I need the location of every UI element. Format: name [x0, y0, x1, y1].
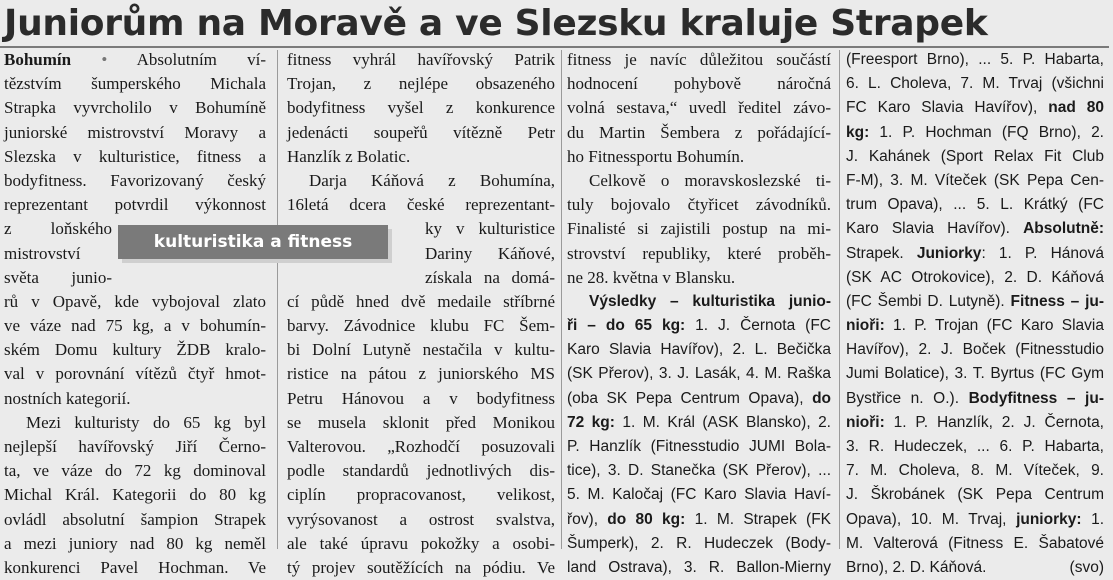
text-line: z loňského	[4, 219, 112, 239]
text-line: fitness je navíc důležitou součástí	[567, 50, 831, 69]
article-column-2	[287, 48, 555, 577]
text-line: tuly bojovalo čtyřicet závodníků.	[567, 195, 831, 215]
text-line	[846, 217, 1104, 241]
text-span: Strapek.	[846, 244, 904, 262]
text-line	[846, 556, 1104, 580]
text-line: du Martin Šembera z pořádající-	[567, 122, 831, 142]
text-line: ském Domu kultury ŽDB kralo-	[4, 340, 266, 360]
text-line: světa junio-	[4, 267, 112, 287]
category-label: Absolutně:	[1023, 220, 1104, 238]
text-line: ho Fitnessportu Bohumín.	[567, 146, 745, 166]
text-line: hodnocení pohybově náročná	[567, 74, 831, 94]
text-line: Jumi Bolatice), 3. T. Byrtus (FC Gym	[846, 365, 1104, 383]
text-line: Michal Král. Kategorii do 80 kg	[4, 485, 266, 505]
text-line	[567, 387, 831, 411]
text-span: Absolutním ví-	[136, 50, 267, 69]
text-line: 5. M. Kaločaj (FC Karo Slavia Haví-	[567, 486, 831, 504]
text-line: bodyfitness vyšel z konkurence	[287, 98, 555, 118]
text-span: FC Karo Slavia Havířov),	[846, 99, 1038, 117]
category-label: Bodyfitness – ju-	[968, 389, 1104, 407]
text-span: řov),	[567, 510, 598, 528]
text-line: strovství republiky, které proběh-	[567, 243, 831, 263]
text-line: Dariny Káňové,	[425, 243, 555, 263]
category-label: nad 80	[1048, 99, 1105, 117]
text-line: ristice na pátou z juniorského MS	[287, 364, 555, 384]
text-line	[846, 96, 1104, 120]
text-span: Opava), 10. M. Trvaj,	[846, 510, 1007, 528]
text-line: Šumperk), 2. R. Hudeczek (Body-	[567, 534, 831, 552]
text-line: Petru Hánovou a v bodyfitness	[287, 388, 555, 408]
text-line: bi Dolní Lutyně nestačila v kultu-	[287, 340, 555, 360]
text-line: Hanzlík z Bolatic.	[287, 146, 411, 166]
text-line	[846, 387, 1104, 411]
text-line: konkurenci Pavel Hochman. Ve	[4, 557, 266, 577]
text-line: (Freesport Brno), ... 5. P. Habarta,	[846, 51, 1104, 68]
text-span: Brno), 2. D. Káňová.	[846, 558, 987, 576]
text-line: Mezi kulturisty do 65 kg byl	[26, 412, 266, 432]
text-line: M. Valterová (Fitness E. Šabatové	[846, 534, 1104, 552]
section-kicker-label: kulturistika a fitness	[118, 225, 388, 259]
text-line	[567, 508, 831, 532]
text-line: ta, ve váze do 72 kg dominoval	[4, 461, 266, 481]
text-line	[4, 48, 266, 72]
text-line: juniorské mistrovství Moravy a	[4, 122, 266, 142]
text-line	[846, 411, 1104, 435]
text-line: tý projev soutěžících na pódiu. Ve	[287, 557, 555, 577]
article-headline: Juniorům na Moravě a ve Slezsku kraluje Strapek	[4, 3, 988, 44]
text-line: nostních kategorií.	[4, 388, 131, 408]
text-span: : 1. P. Hánová	[981, 244, 1104, 262]
column-divider-1	[277, 50, 278, 549]
dateline: Bohumín	[4, 50, 72, 69]
category-label: Juniorky	[916, 244, 982, 262]
category-label: ři – do 65 kg:	[567, 317, 686, 335]
text-line: podle standardů jednotlivých dis-	[287, 461, 555, 481]
text-line: 6. L. Choleva, 7. M. Trvaj (všichni	[846, 75, 1104, 93]
column-divider-3	[839, 50, 840, 549]
results-block	[567, 290, 831, 580]
text-line: bodyfitness. Favorizovaný český	[4, 170, 266, 190]
text-span: 1. P. Hanzlík, 2. J. Černota,	[884, 413, 1104, 431]
text-span: 1. M. Strapek (FK	[685, 510, 831, 528]
column-divider-2	[561, 50, 562, 549]
text-span: 1.	[1081, 510, 1105, 528]
text-line: mistrovství	[4, 243, 81, 263]
text-line: získala na domá-	[425, 267, 555, 287]
text-line: vyrýsovanost a ostrost svalstva,	[287, 509, 555, 529]
text-line: se musela sklonit před Monikou	[287, 412, 555, 432]
category-label: 72 kg:	[567, 413, 615, 431]
text-line: Valterovou. „Rozhodčí posuzovali	[287, 437, 555, 456]
text-line: reprezentant potvrdil výkonnost	[4, 195, 266, 215]
text-line: ale také úpravu pokožky a osobi-	[287, 533, 555, 553]
text-line: val v porovnání vítězů čtyř hmot-	[4, 364, 266, 384]
category-label: nioři:	[846, 317, 885, 335]
text-span: (oba SK Pepa Centrum Opava),	[567, 389, 804, 407]
article-column-1	[4, 48, 267, 577]
category-label: do 80 kg:	[607, 510, 686, 528]
text-line	[567, 314, 831, 338]
text-line: tice), 3. D. Stanečka (SK Přerov), ...	[567, 462, 831, 480]
text-line: ovládl absolutní šampion Strapek	[4, 509, 266, 529]
text-line	[846, 242, 1104, 266]
text-line: tězstvím šumperského Michala	[4, 74, 266, 94]
text-line: ne 28. května v Blansku.	[567, 267, 736, 287]
text-line: Darja Káňová z Bohumína,	[309, 170, 555, 190]
text-line	[846, 508, 1104, 532]
text-line: a mezi juniory nad 80 kg neměl	[4, 533, 266, 553]
text-line: jedenácti soupeřů vítězně Petr	[287, 122, 555, 142]
category-label: do	[812, 389, 832, 407]
text-line: Celkově o moravskoslezské ti-	[589, 170, 831, 190]
text-line	[846, 290, 1104, 314]
category-label: juniorky:	[1016, 510, 1082, 528]
category-label: Fitness – ju-	[1010, 292, 1105, 310]
text-line: Trojan, z nejlépe obsazeného	[287, 74, 555, 94]
text-line: Karo Slavia Havířov), 2. L. Bečička	[567, 341, 831, 359]
text-line: (SK Přerov), 3. J. Lasák, 4. M. Raška	[567, 365, 831, 383]
text-line: Strapka vyvrcholilo v Bohumíně	[4, 98, 266, 118]
article-column-4	[846, 48, 1105, 576]
text-span: 1. M. Král (ASK Blansko), 2.	[614, 413, 831, 431]
article-column-3	[567, 48, 832, 576]
text-line: rů v Opavě, kde vybojoval zlato	[4, 291, 266, 311]
text-span: 1. P. Trojan (FC Karo Slavia	[884, 317, 1104, 335]
text-line: J. Škrobánek (SK Pepa Centrum	[846, 486, 1104, 504]
text-line: barvy. Závodnice klubu FC Šem-	[287, 316, 555, 336]
text-line: 7. M. Choleva, 8. M. Víteček, 9.	[846, 462, 1104, 480]
text-line: land Ostrava), 3. R. Ballon-Mierny	[567, 558, 831, 576]
text-line: ky v kulturistice	[425, 219, 555, 239]
text-span: 1. P. Hochman (FQ Brno), 2.	[869, 123, 1104, 141]
results-heading: Výsledky – kulturistika junio-	[589, 292, 831, 310]
text-line: cí půdě hned dvě medaile stříbrné	[287, 291, 555, 311]
text-line	[567, 411, 831, 435]
author-signature: (svo)	[1069, 558, 1104, 576]
category-label: kg:	[846, 123, 870, 141]
text-line: F-M), 3. M. Víteček (SK Pepa Cen-	[846, 171, 1104, 189]
text-line: (SK AC Otrokovice), 2. D. Káňová	[846, 268, 1104, 286]
text-line: 3. R. Hudeczek, ... 6. P. Habarta,	[846, 438, 1104, 455]
text-line: Slezska v kulturistice, fitness a	[4, 146, 266, 166]
text-span: Karo Slavia Havířov).	[846, 220, 1010, 238]
text-line: volná sestava,“ uvedl ředitel závo-	[567, 98, 831, 118]
category-label: nioři:	[846, 413, 885, 431]
text-line: fitness vyhrál havířovský Patrik	[287, 50, 555, 69]
text-line	[846, 314, 1104, 338]
text-line: Havířov), 2. J. Boček (Fitnesstudio	[846, 341, 1104, 359]
text-line: J. Kahánek (Sport Relax Fit Club	[846, 147, 1104, 165]
text-span: 1. J. Černota (FC	[685, 317, 831, 335]
text-line: Finalisté si zajistili postup na mi-	[567, 219, 831, 239]
text-line: P. Hanzlík (Fitnesstudio JUMI Bola-	[567, 438, 831, 455]
text-line: nejlepší havířovský Jiří Černo-	[4, 437, 266, 456]
text-line: trum Opava), ... 5. L. Krátký (FC	[846, 196, 1104, 214]
text-line	[846, 121, 1104, 145]
text-span: (FC Šembi D. Lutyně).	[846, 292, 1005, 310]
text-span: Bystřice n. O.).	[846, 389, 960, 407]
bullet-icon: •	[101, 50, 108, 69]
text-line: ve váze nad 75 kg, a v bohumín-	[4, 316, 266, 336]
text-line: ciplín propracovanost, velikost,	[287, 485, 555, 505]
text-line: 16letá dcera české reprezentant-	[287, 195, 555, 215]
